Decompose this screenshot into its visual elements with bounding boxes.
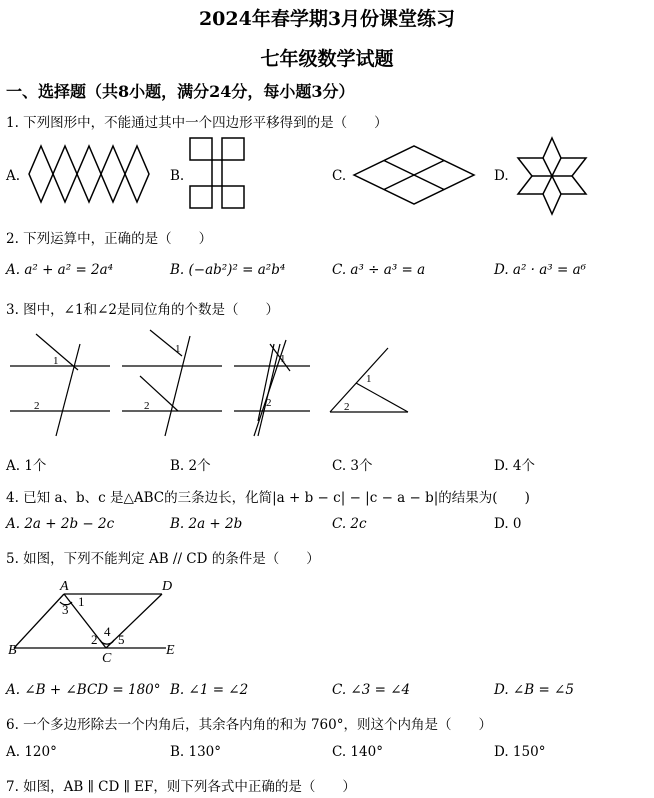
q5-option-b: B. ∠1 = ∠2 bbox=[170, 682, 249, 698]
q3d-angle-1: 1 bbox=[366, 373, 372, 385]
q3-figure-c bbox=[232, 326, 312, 436]
q3c-angle-1: 1 bbox=[280, 353, 286, 365]
q5-label-e: E bbox=[166, 643, 175, 658]
q3c-angle-2: 2 bbox=[266, 397, 272, 409]
q3b-angle-2: 2 bbox=[144, 400, 150, 412]
q3-figure-d bbox=[326, 346, 412, 416]
q1-figure-d-star bbox=[514, 136, 590, 216]
q5-option-d: D. ∠B = ∠5 bbox=[494, 682, 574, 698]
q5-label-c: C bbox=[102, 651, 112, 666]
q5-option-c: C. ∠3 = ∠4 bbox=[332, 682, 411, 698]
question-1-stem: 1. 下列图形中，不能通过其中一个四边形平移得到的是（ ） bbox=[6, 115, 388, 131]
q5-label-b: B bbox=[8, 643, 17, 658]
q2-option-b: B. (−ab²)² = a²b⁴ bbox=[170, 262, 286, 278]
q5-label-a: A bbox=[60, 579, 69, 594]
section-heading: 一、选择题（共8小题，满分24分，每小题3分） bbox=[6, 82, 355, 101]
q6-option-c: C. 140° bbox=[332, 744, 383, 760]
q1-option-b-label: B. bbox=[170, 168, 185, 184]
question-6-stem: 6. 一个多边形除去一个内角后，其余各内角的和为 760°，则这个内角是（ ） bbox=[6, 717, 492, 733]
q3b-angle-1: 1 bbox=[175, 343, 181, 355]
q1-option-d-label: D. bbox=[494, 168, 509, 184]
q4-option-c: C. 2c bbox=[332, 516, 367, 532]
q1-option-c-label: C. bbox=[332, 168, 347, 184]
q5-option-a: A. ∠B + ∠BCD = 180° bbox=[6, 682, 161, 698]
q3-figure-b bbox=[120, 326, 224, 436]
q5-angle-5: 5 bbox=[118, 632, 125, 647]
q1-option-a-label: A. bbox=[6, 168, 21, 184]
q3-option-d: D. 4个 bbox=[494, 458, 536, 474]
q1-figure-a-diamonds bbox=[26, 144, 150, 204]
q5-figure-parallelogram bbox=[6, 576, 186, 666]
q5-angle-2: 2 bbox=[91, 632, 98, 647]
q5-angle-1: 1 bbox=[78, 594, 85, 609]
q5-angle-4: 4 bbox=[104, 624, 111, 639]
q3a-angle-1: 1 bbox=[53, 355, 59, 367]
page-subtitle: 七年级数学试题 bbox=[260, 48, 394, 70]
q2-option-d: D. a² · a³ = a⁶ bbox=[494, 262, 587, 278]
q4-option-a: A. 2a + 2b − 2c bbox=[6, 516, 115, 532]
q6-option-d: D. 150° bbox=[494, 744, 546, 760]
question-3-stem: 3. 图中，∠1和∠2是同位角的个数是（ ） bbox=[6, 302, 279, 318]
q6-option-b: B. 130° bbox=[170, 744, 222, 760]
q1-figure-b-squares bbox=[188, 136, 248, 212]
question-2-stem: 2. 下列运算中，正确的是（ ） bbox=[6, 231, 213, 247]
q3-option-b: B. 2个 bbox=[170, 458, 211, 474]
q4-option-b: B. 2a + 2b bbox=[170, 516, 243, 532]
q3-option-a: A. 1个 bbox=[6, 458, 47, 474]
question-4-stem: 4. 已知 a、b、c 是△ABC的三条边长，化简|a + b − c| − |c − a − b|的结果为( ) bbox=[6, 490, 530, 506]
q3-figure-a bbox=[8, 326, 112, 436]
q3a-angle-2: 2 bbox=[34, 400, 40, 412]
q6-option-a: A. 120° bbox=[6, 744, 57, 760]
q1-figure-c-rhombus-grid bbox=[352, 144, 476, 206]
q4-option-d: D. 0 bbox=[494, 516, 522, 532]
q2-option-c: C. a³ ÷ a³ = a bbox=[332, 262, 426, 278]
question-7-stem: 7. 如图，AB ∥ CD ∥ EF，则下列各式中正确的是（ ） bbox=[6, 779, 356, 795]
q3d-angle-2: 2 bbox=[344, 401, 350, 413]
q5-label-d: D bbox=[162, 579, 173, 594]
q3-option-c: C. 3个 bbox=[332, 458, 373, 474]
q5-angle-3: 3 bbox=[62, 602, 69, 617]
page-title: 2024年春学期3月份课堂练习 bbox=[198, 8, 456, 30]
q2-option-a: A. a² + a² = 2a⁴ bbox=[6, 262, 114, 278]
question-5-stem: 5. 如图，下列不能判定 AB // CD 的条件是（ ） bbox=[6, 551, 320, 567]
